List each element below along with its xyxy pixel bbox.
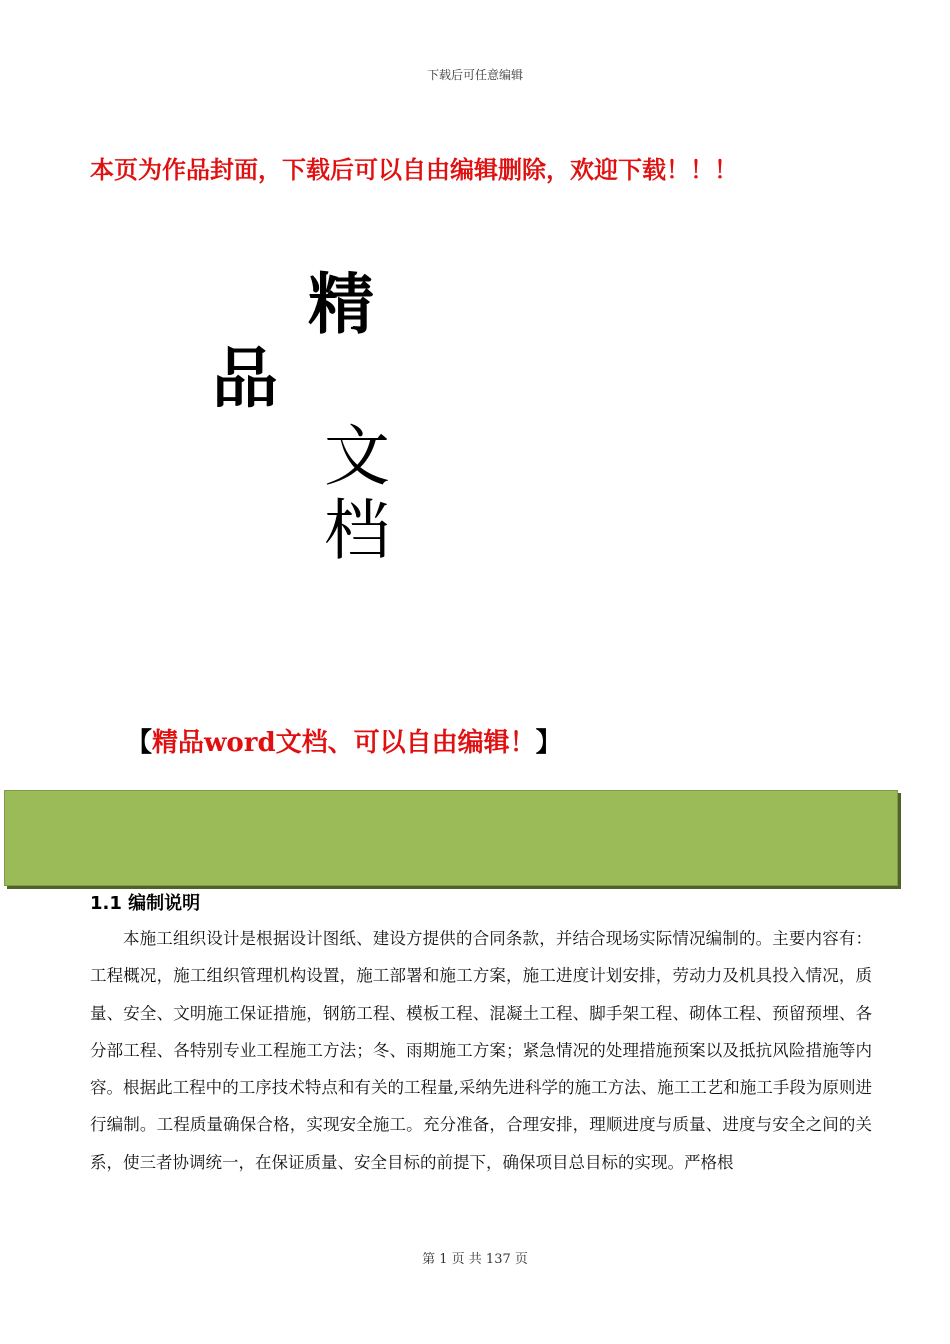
cover-char-jing: 精 <box>308 266 374 343</box>
cover-notice: 本页为作品封面，下载后可以自由编辑删除，欢迎下载！！！ <box>90 156 738 184</box>
page-footer: 第 1 页 共 137 页 <box>422 1252 528 1267</box>
green-title-box <box>4 790 898 886</box>
cover-char-pin: 品 <box>212 340 278 417</box>
cover-char-wen: 文 <box>324 418 390 495</box>
section-title: 1.1 编制说明 <box>90 893 201 914</box>
section-paragraph: 本施工组织设计是根据设计图纸、建设方提供的合同条款，并结合现场实际情况编制的。主要内容有：工程概况，施工组织管理机构设置，施工部署和施工方案，施工进度计划安排，劳动力及机具投入情况，质量、安全、文明施工保证措施，钢筋工程、模板工程、混凝土工程、脚手架工程、砌体工程、预留预埋、各分部工程、各特别专业工程施工方法；冬、雨期施工方案；紧急情况的处理措施预案以及抵抗风险措施等内容。根据此工程中的工序技术特点和有关的工程量,采纳先进科学的施工方法、施工工艺和施工手段为原则进行编制。工程质量确保合格，实现安全施工。充分准备，合理安排，理顺进度与质量、进度与安全之间的关系，使三者协调统一，在保证质量、安全目标的前提下，确保项目总目标的实现。严格根 <box>90 929 872 1172</box>
edit-banner-open-bracket: 【 <box>126 728 153 758</box>
edit-banner-text: 精品word文档、可以自由编辑！ <box>152 728 536 758</box>
edit-banner-close-bracket: 】 <box>535 728 562 758</box>
cover-char-dang: 档 <box>324 492 390 569</box>
page-header: 下载后可任意编辑 <box>426 68 523 82</box>
edit-banner <box>126 722 562 759</box>
